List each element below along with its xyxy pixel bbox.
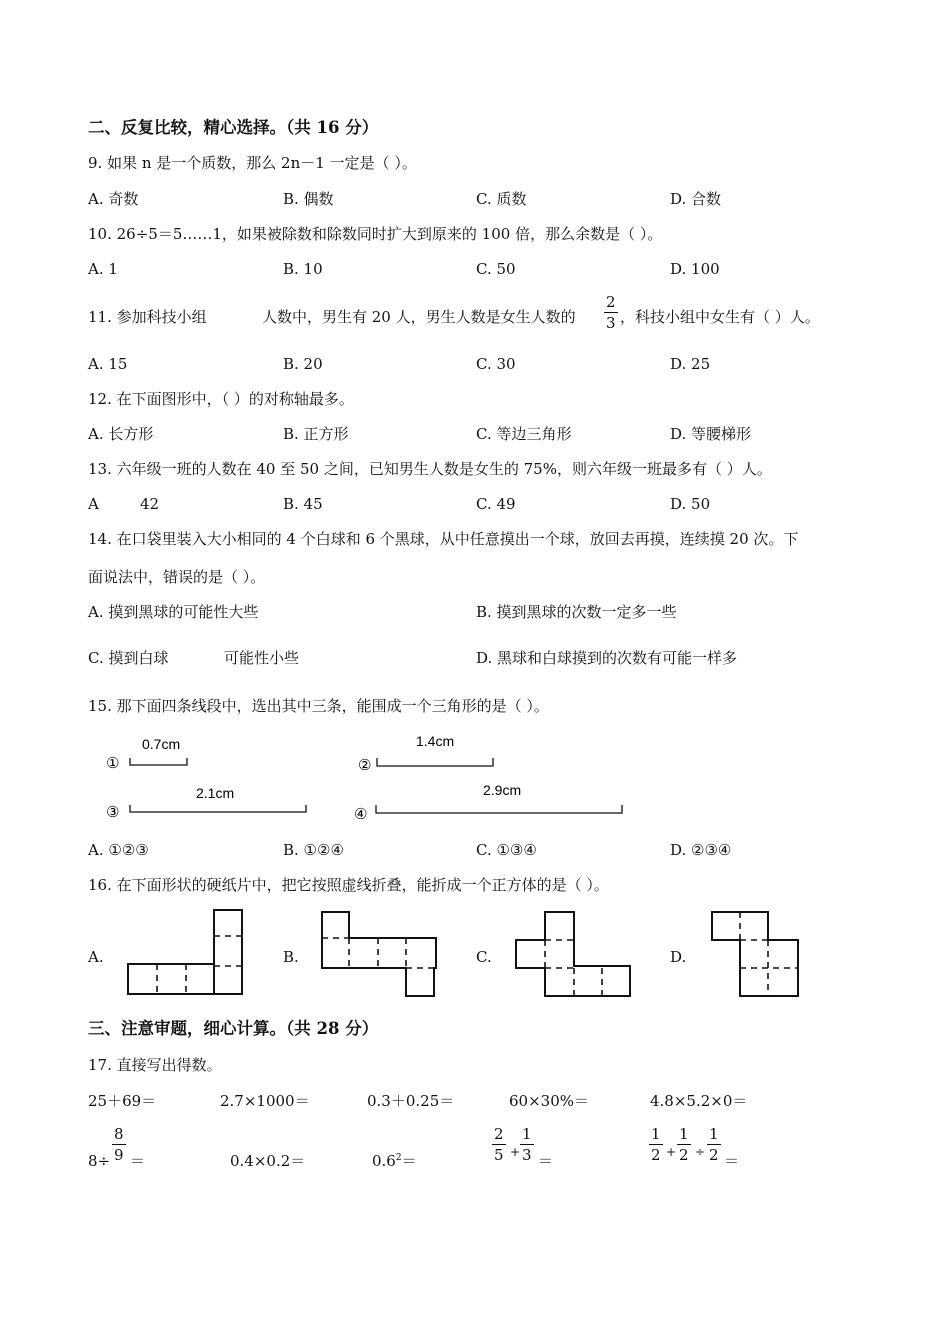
q16-option-a[interactable]: A.: [88, 948, 104, 966]
q11-stem-part2: 人数中，男生有 20 人，男生人数是女生人数的: [262, 308, 576, 326]
q15-option-c[interactable]: C. ①③④: [476, 841, 537, 859]
q17-row2-item5-c-num: 1: [709, 1125, 719, 1143]
q17-row1-item3: 0.3＋0.25＝: [367, 1092, 455, 1110]
segment-4: [354, 782, 622, 823]
q15-option-a[interactable]: A. ①②③: [88, 841, 149, 859]
q13-option-c[interactable]: C. 49: [476, 495, 516, 513]
q17-row1-item2: 2.7×1000＝: [220, 1092, 310, 1110]
q11-fraction: [604, 295, 618, 331]
q11-option-b[interactable]: B. 20: [283, 355, 323, 373]
q13-option-d[interactable]: D. 50: [670, 495, 711, 513]
q11-fraction-denominator: 3: [606, 314, 616, 332]
q12-option-c[interactable]: C. 等边三角形: [476, 425, 572, 443]
q17-row1-item5: 4.8×5.2×0＝: [650, 1092, 748, 1110]
q17-row2-item1-prefix: 8÷: [88, 1152, 111, 1170]
segment-2: [358, 733, 493, 774]
q17-row2-item1-fraction: [112, 1127, 126, 1163]
q14-option-c-part1[interactable]: C. 摸到白球: [88, 649, 169, 667]
q10-option-a[interactable]: A. 1: [88, 260, 118, 278]
section2-title: 二、反复比较，精心选择。（共 16 分）: [88, 118, 379, 137]
segment-3-mark: ③: [106, 804, 120, 821]
q9-option-c[interactable]: C. 质数: [476, 190, 527, 208]
q16-option-d[interactable]: D.: [670, 948, 687, 966]
q15-stem: 15. 那下面四条线段中，选出其中三条，能围成一个三角形的是（ ）。: [88, 697, 549, 715]
segment-1-mark: ①: [106, 755, 120, 772]
segment-2-length: 1.4cm: [416, 733, 455, 749]
q16-option-b[interactable]: B.: [283, 948, 299, 966]
q11-option-d[interactable]: D. 25: [670, 355, 711, 373]
cube-net-b[interactable]: [320, 910, 445, 1000]
q17-row2-item3-equals: ＝: [401, 1152, 417, 1170]
q17-row1-item4: 60×30%＝: [509, 1092, 589, 1110]
segment-3-length: 2.1cm: [196, 785, 235, 801]
q17-row2-item4-op: +: [510, 1145, 521, 1159]
q14-option-c-part2[interactable]: 可能性小些: [224, 649, 300, 667]
q17-row2-item2: 0.4×0.2＝: [230, 1152, 306, 1170]
q17-row2-item4-b-num: 1: [522, 1125, 532, 1143]
segment-1-length: 0.7cm: [142, 736, 181, 752]
q16-option-c[interactable]: C.: [476, 948, 492, 966]
q14-option-d[interactable]: D. 黑球和白球摸到的次数有可能一样多: [476, 649, 738, 667]
q14-option-b[interactable]: B. 摸到黑球的次数一定多一些: [476, 603, 677, 621]
q15-option-b[interactable]: B. ①②④: [283, 841, 344, 859]
q17-row2-item1-num: 8: [114, 1125, 124, 1143]
q12-option-a[interactable]: A. 长方形: [88, 425, 154, 443]
q17-row2-item5-a-den: 2: [651, 1146, 661, 1164]
q17-stem: 17. 直接写出得数。: [88, 1056, 222, 1074]
q10-option-b[interactable]: B. 10: [283, 260, 323, 278]
q17-row2-item5-frac-c: [707, 1127, 721, 1163]
q13-stem: 13. 六年级一班的人数在 40 至 50 之间，已知男生人数是女生的 75%，则六年级一班最多有（ ）人。: [88, 460, 772, 478]
q12-option-b[interactable]: B. 正方形: [283, 425, 349, 443]
q11-option-a[interactable]: A. 15: [88, 355, 128, 373]
cube-net-c[interactable]: [514, 910, 639, 1000]
section3-title: 三、注意审题，细心计算。（共 28 分）: [88, 1019, 379, 1038]
segment-4-mark: ④: [354, 806, 368, 823]
q17-row2-item5-a-num: 1: [651, 1125, 661, 1143]
q17-row2-item5-op2: ÷: [695, 1145, 706, 1159]
q17-row2-item4-equals: ＝: [538, 1152, 554, 1170]
q15-segments-figure: [100, 728, 720, 828]
q10-option-d[interactable]: D. 100: [670, 260, 720, 278]
q17-row2-item5-op1: +: [666, 1145, 677, 1159]
q17-row2-item5-b-num: 1: [679, 1125, 689, 1143]
q17-row2-item5-b-den: 2: [679, 1146, 689, 1164]
q10-option-c[interactable]: C. 50: [476, 260, 516, 278]
q17-row1-item1: 25＋69＝: [88, 1092, 157, 1110]
q14-option-a[interactable]: A. 摸到黑球的可能性大些: [88, 603, 259, 621]
q12-stem: 12. 在下面图形中，（ ）的对称轴最多。: [88, 390, 354, 408]
q9-option-a[interactable]: A. 奇数: [88, 190, 139, 208]
q13-option-a-value[interactable]: 42: [140, 495, 160, 513]
q17-row2-item5-equals: ＝: [724, 1152, 740, 1170]
q11-stem-part3: ，科技小组中女生有（ ）人。: [620, 308, 820, 326]
q14-stem-line2: 面说法中，错误的是（ ）。: [88, 568, 266, 586]
q9-option-d[interactable]: D. 合数: [670, 190, 722, 208]
q17-row2-item4-a-num: 2: [494, 1125, 504, 1143]
q11-stem-part1: 11. 参加科技小组: [88, 308, 207, 326]
q17-row2-item4-a-den: 5: [494, 1146, 504, 1164]
q17-row2-item4-frac-a: [492, 1127, 506, 1163]
q12-option-d[interactable]: D. 等腰梯形: [670, 425, 752, 443]
q11-option-c[interactable]: C. 30: [476, 355, 516, 373]
q17-row2-item5-frac-b: [677, 1127, 691, 1163]
q16-stem: 16. 在下面形状的硬纸片中，把它按照虚线折叠，能折成一个正方体的是（ ）。: [88, 876, 609, 894]
q9-option-b[interactable]: B. 偶数: [283, 190, 334, 208]
segment-4-length: 2.9cm: [483, 782, 522, 798]
q10-stem: 10. 26÷5＝5……1，如果被除数和除数同时扩大到原来的 100 倍，那么余数是（ ）。: [88, 225, 663, 243]
q17-row2-item4-frac-b: [520, 1127, 534, 1163]
q17-row2-item4-b-den: 3: [522, 1146, 532, 1164]
q17-row2-item5-c-den: 2: [709, 1146, 719, 1164]
q13-option-a-letter[interactable]: A: [88, 495, 99, 513]
q17-row2-item3: [372, 1154, 417, 1169]
q14-stem-line1: 14. 在口袋里装入大小相同的 4 个白球和 6 个黑球，从中任意摸出一个球，放回去再摸，连续摸 20 次。下: [88, 530, 799, 548]
q17-row2-item3-exponent: 2: [395, 1153, 402, 1163]
q15-option-d[interactable]: D. ②③④: [670, 841, 732, 859]
segment-3: [106, 785, 306, 821]
q9-stem: 9. 如果 n 是一个质数，那么 2n－1 一定是（ ）。: [88, 154, 417, 172]
q17-row2-item5-frac-a: [649, 1127, 663, 1163]
q11-fraction-numerator: 2: [606, 293, 616, 311]
q17-row2-item1-den: 9: [114, 1146, 124, 1164]
segment-2-mark: ②: [358, 757, 372, 774]
cube-net-d[interactable]: [710, 910, 810, 1005]
q17-row2-item1-equals: ＝: [130, 1152, 146, 1170]
q13-option-b[interactable]: B. 45: [283, 495, 323, 513]
cube-net-a[interactable]: [126, 908, 256, 998]
q17-row2-item3-base: 0.6: [372, 1152, 396, 1170]
segment-1: [106, 736, 187, 772]
